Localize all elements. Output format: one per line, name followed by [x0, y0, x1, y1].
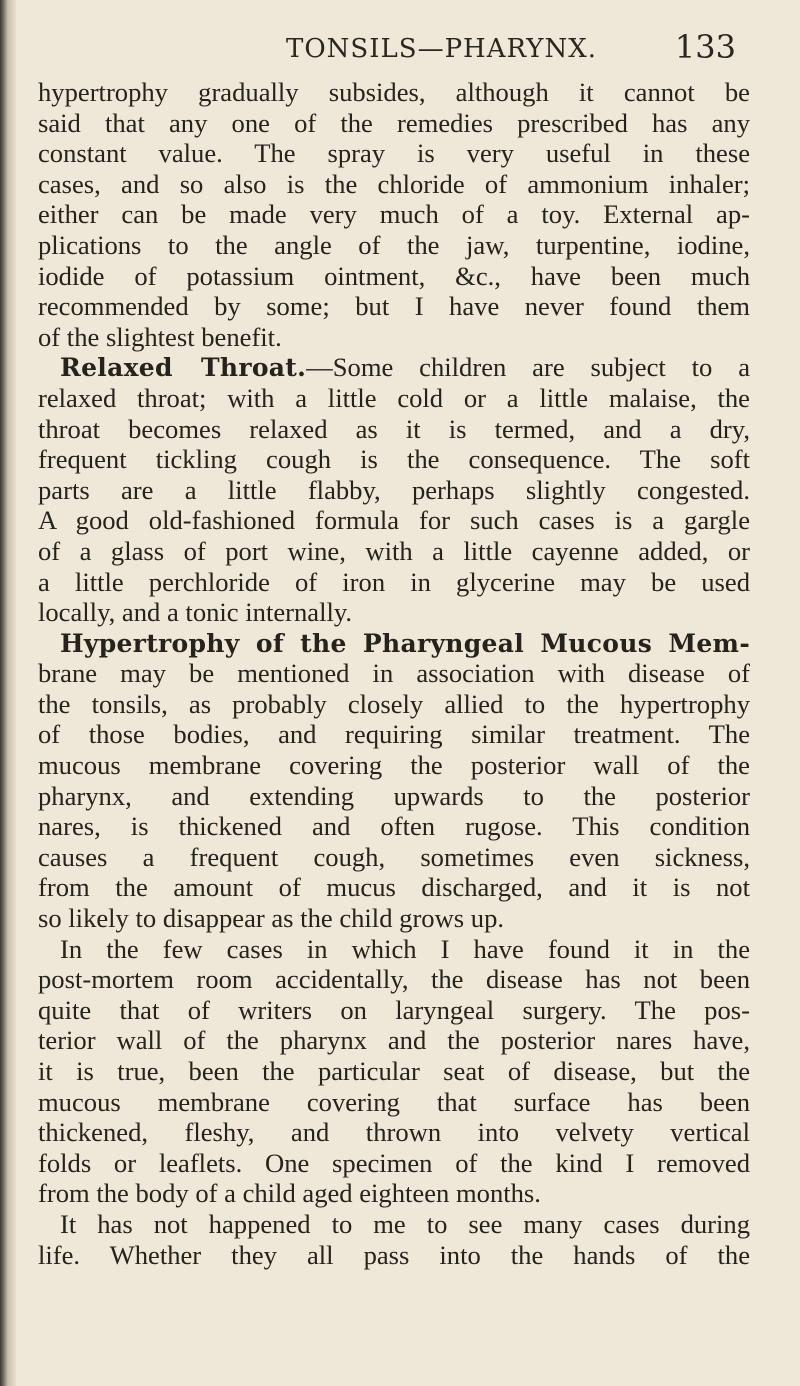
text-line: cases, and so also is the chloride of ammonium inhaler; — [38, 168, 750, 199]
text-line: nares, is thickened and often rugose. This condition — [38, 811, 750, 842]
text-line: either can be made very much of a toy. External ap- — [38, 199, 750, 230]
text-line: of the slightest benefit. — [38, 321, 282, 352]
text-line: said that any one of the remedies prescribed has any — [38, 107, 750, 138]
section-heading-relaxed-throat: Relaxed Throat. — [60, 353, 307, 383]
text-line: parts are a little flabby, perhaps slightly congested. — [38, 474, 750, 505]
text-line: In the few cases in which I have found it in the — [60, 933, 750, 964]
text-line: it is true, been the particular seat of disease, but the — [38, 1056, 750, 1086]
text-line: life. Whether they all pass into the hands of the — [38, 1239, 750, 1270]
text-line: hypertrophy gradually subsides, although it cannot be — [38, 77, 750, 107]
text-line — [38, 628, 750, 659]
text-line: a little perchloride of iron in glycerine may be used — [38, 566, 750, 597]
page-gutter-shadow — [0, 0, 16, 1386]
text-line: of a glass of port wine, with a little cayenne added, or — [38, 535, 750, 566]
text-line: thickened, fleshy, and thrown into velvety vertical — [38, 1117, 750, 1148]
text-line: folds or leaflets. One specimen of the kind I removed — [38, 1147, 750, 1178]
text-line: post-mortem room accidentally, the disease has not been — [38, 964, 750, 995]
text-line: terior wall of the pharynx and the posterior nares have, — [38, 1025, 750, 1056]
text-line: iodide of potassium ointment, &c., have been much — [38, 260, 750, 291]
text-line: constant value. The spray is very useful in these — [38, 138, 750, 169]
text-line: relaxed throat; with a little cold or a little malaise, the — [38, 382, 750, 413]
text-line: A good old-fashioned formula for such cases is a gargle — [38, 505, 750, 536]
text-line: frequent tickling cough is the consequence. The soft — [38, 444, 750, 475]
text-line: from the body of a child aged eighteen months. — [38, 1178, 541, 1209]
text-line: causes a frequent cough, sometimes even sickness, — [38, 841, 750, 872]
text-line: locally, and a tonic internally. — [38, 597, 353, 628]
text-line: plications to the angle of the jaw, turpentine, iodine, — [38, 229, 750, 260]
page-header — [46, 22, 736, 74]
text-line — [38, 352, 750, 383]
text-line: of those bodies, and requiring similar treatment. The — [38, 719, 750, 750]
text-line: so likely to disappear as the child grows up. — [38, 903, 505, 934]
running-head: TONSILS—PHARYNX. — [286, 34, 597, 64]
text-line: recommended by some; but I have never found them — [38, 291, 750, 322]
text-line: the tonsils, as probably closely allied to the hypertrophy — [38, 688, 750, 719]
text-line: pharynx, and extending upwards to the posterior — [38, 780, 750, 811]
text-line: It has not happened to me to see many cases during — [60, 1208, 750, 1239]
text-line: from the amount of mucus discharged, and it is not — [38, 872, 750, 903]
text-line: mucous membrane covering that surface has been — [38, 1086, 750, 1117]
section-heading-pharyngeal-hypertrophy: Hypertrophy of the Pharyngeal Mucous Mem- — [60, 628, 750, 658]
page-number: 133 — [674, 28, 736, 66]
heading-continuation: —Some children are subject to a — [306, 352, 750, 383]
text-line: quite that of writers on laryngeal surgery. The pos- — [38, 994, 750, 1025]
text-line: brane may be mentioned in association with disease of — [38, 658, 750, 689]
text-line: mucous membrane covering the posterior wall of the — [38, 750, 750, 781]
body-text — [38, 77, 750, 1270]
text-line: throat becomes relaxed as it is termed, and a dry, — [38, 413, 750, 444]
